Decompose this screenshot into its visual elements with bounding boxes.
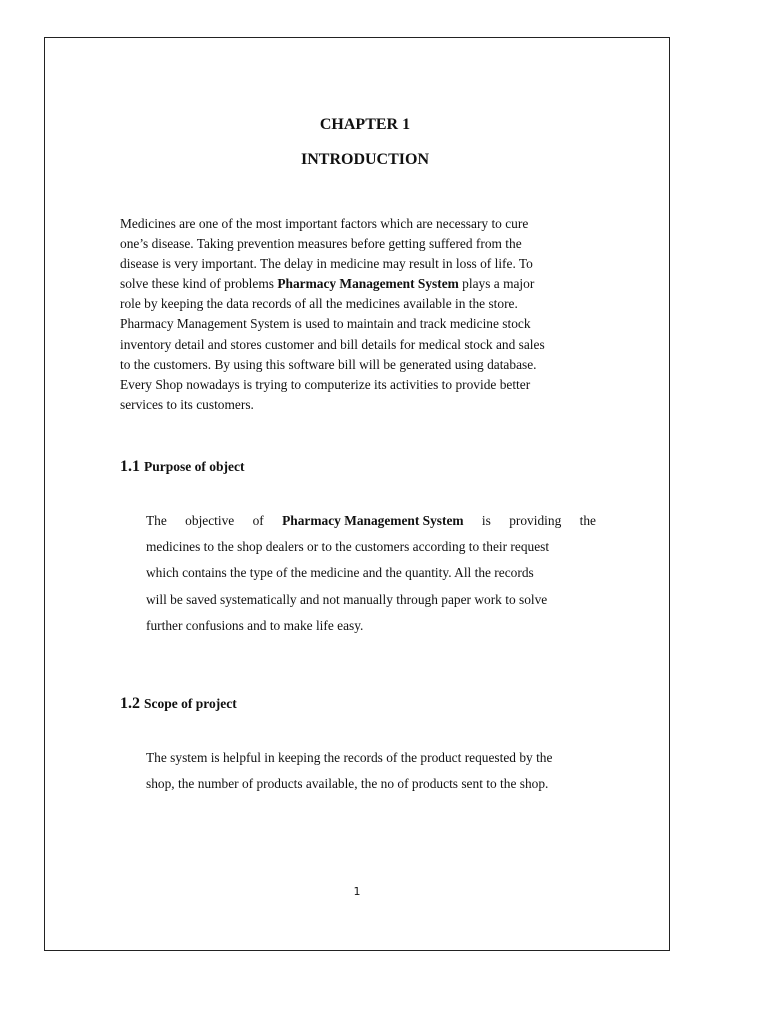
purpose-line [146, 508, 596, 534]
intro-line: inventory detail and stores customer and bill details for medical stock and sales [120, 336, 545, 352]
intro-line: to the customers. By using this software bill will be generated using database. [120, 356, 537, 372]
page-border [44, 37, 670, 951]
intro-paragraph [120, 214, 610, 415]
intro-line: Every Shop nowadays is trying to computerize its activities to provide better [120, 376, 531, 392]
word: The [146, 513, 167, 528]
intro-line: role by keeping the data records of all the medicines available in the store. [120, 296, 518, 312]
purpose-paragraph [146, 508, 596, 639]
intro-text: plays a major [458, 276, 535, 292]
intro-text: solve these kind of problems [120, 276, 278, 292]
chapter-label: CHAPTER 1 [319, 116, 411, 133]
system-name-bold: Pharmacy Management System [277, 276, 459, 292]
section-title: Scope of project [144, 696, 237, 711]
intro-line: Pharmacy Management System is used to maintain and track medicine stock [120, 316, 531, 332]
intro-line: Medicines are one of the most important factors which are necessary to cure [120, 216, 529, 231]
section-heading-scope [120, 695, 237, 713]
scope-line: shop, the number of products available, the no of products sent to the shop. [146, 776, 549, 792]
word: the [579, 513, 596, 528]
purpose-line: which contains the type of the medicine and the quantity. All the records [146, 565, 534, 581]
intro-line: disease is very important. The delay in medicine may result in loss of life. To [120, 256, 533, 272]
word: objective [185, 513, 235, 528]
section-number: 1.2 [120, 695, 140, 712]
system-name-bold: Pharmacy Management System [282, 513, 464, 528]
purpose-line: medicines to the shop dealers or to the customers according to their request [146, 539, 550, 555]
word: of [252, 513, 264, 528]
page-number: 1 [353, 885, 361, 898]
section-number: 1.1 [120, 458, 140, 475]
chapter-title: INTRODUCTION [300, 151, 429, 168]
scope-line: The system is helpful in keeping the records of the product requested by the [146, 750, 553, 765]
word: providing [509, 513, 562, 528]
section-heading-purpose [120, 458, 244, 476]
section-title: Purpose of object [144, 459, 245, 474]
word: is [481, 513, 491, 528]
intro-line [120, 274, 610, 294]
scope-paragraph [146, 745, 596, 797]
purpose-line: will be saved systematically and not manually through paper work to solve [146, 591, 548, 607]
intro-line: services to its customers. [120, 396, 254, 412]
intro-line: one’s disease. Taking prevention measures before getting suffered from the [120, 236, 522, 252]
purpose-line: further confusions and to make life easy. [146, 617, 364, 633]
